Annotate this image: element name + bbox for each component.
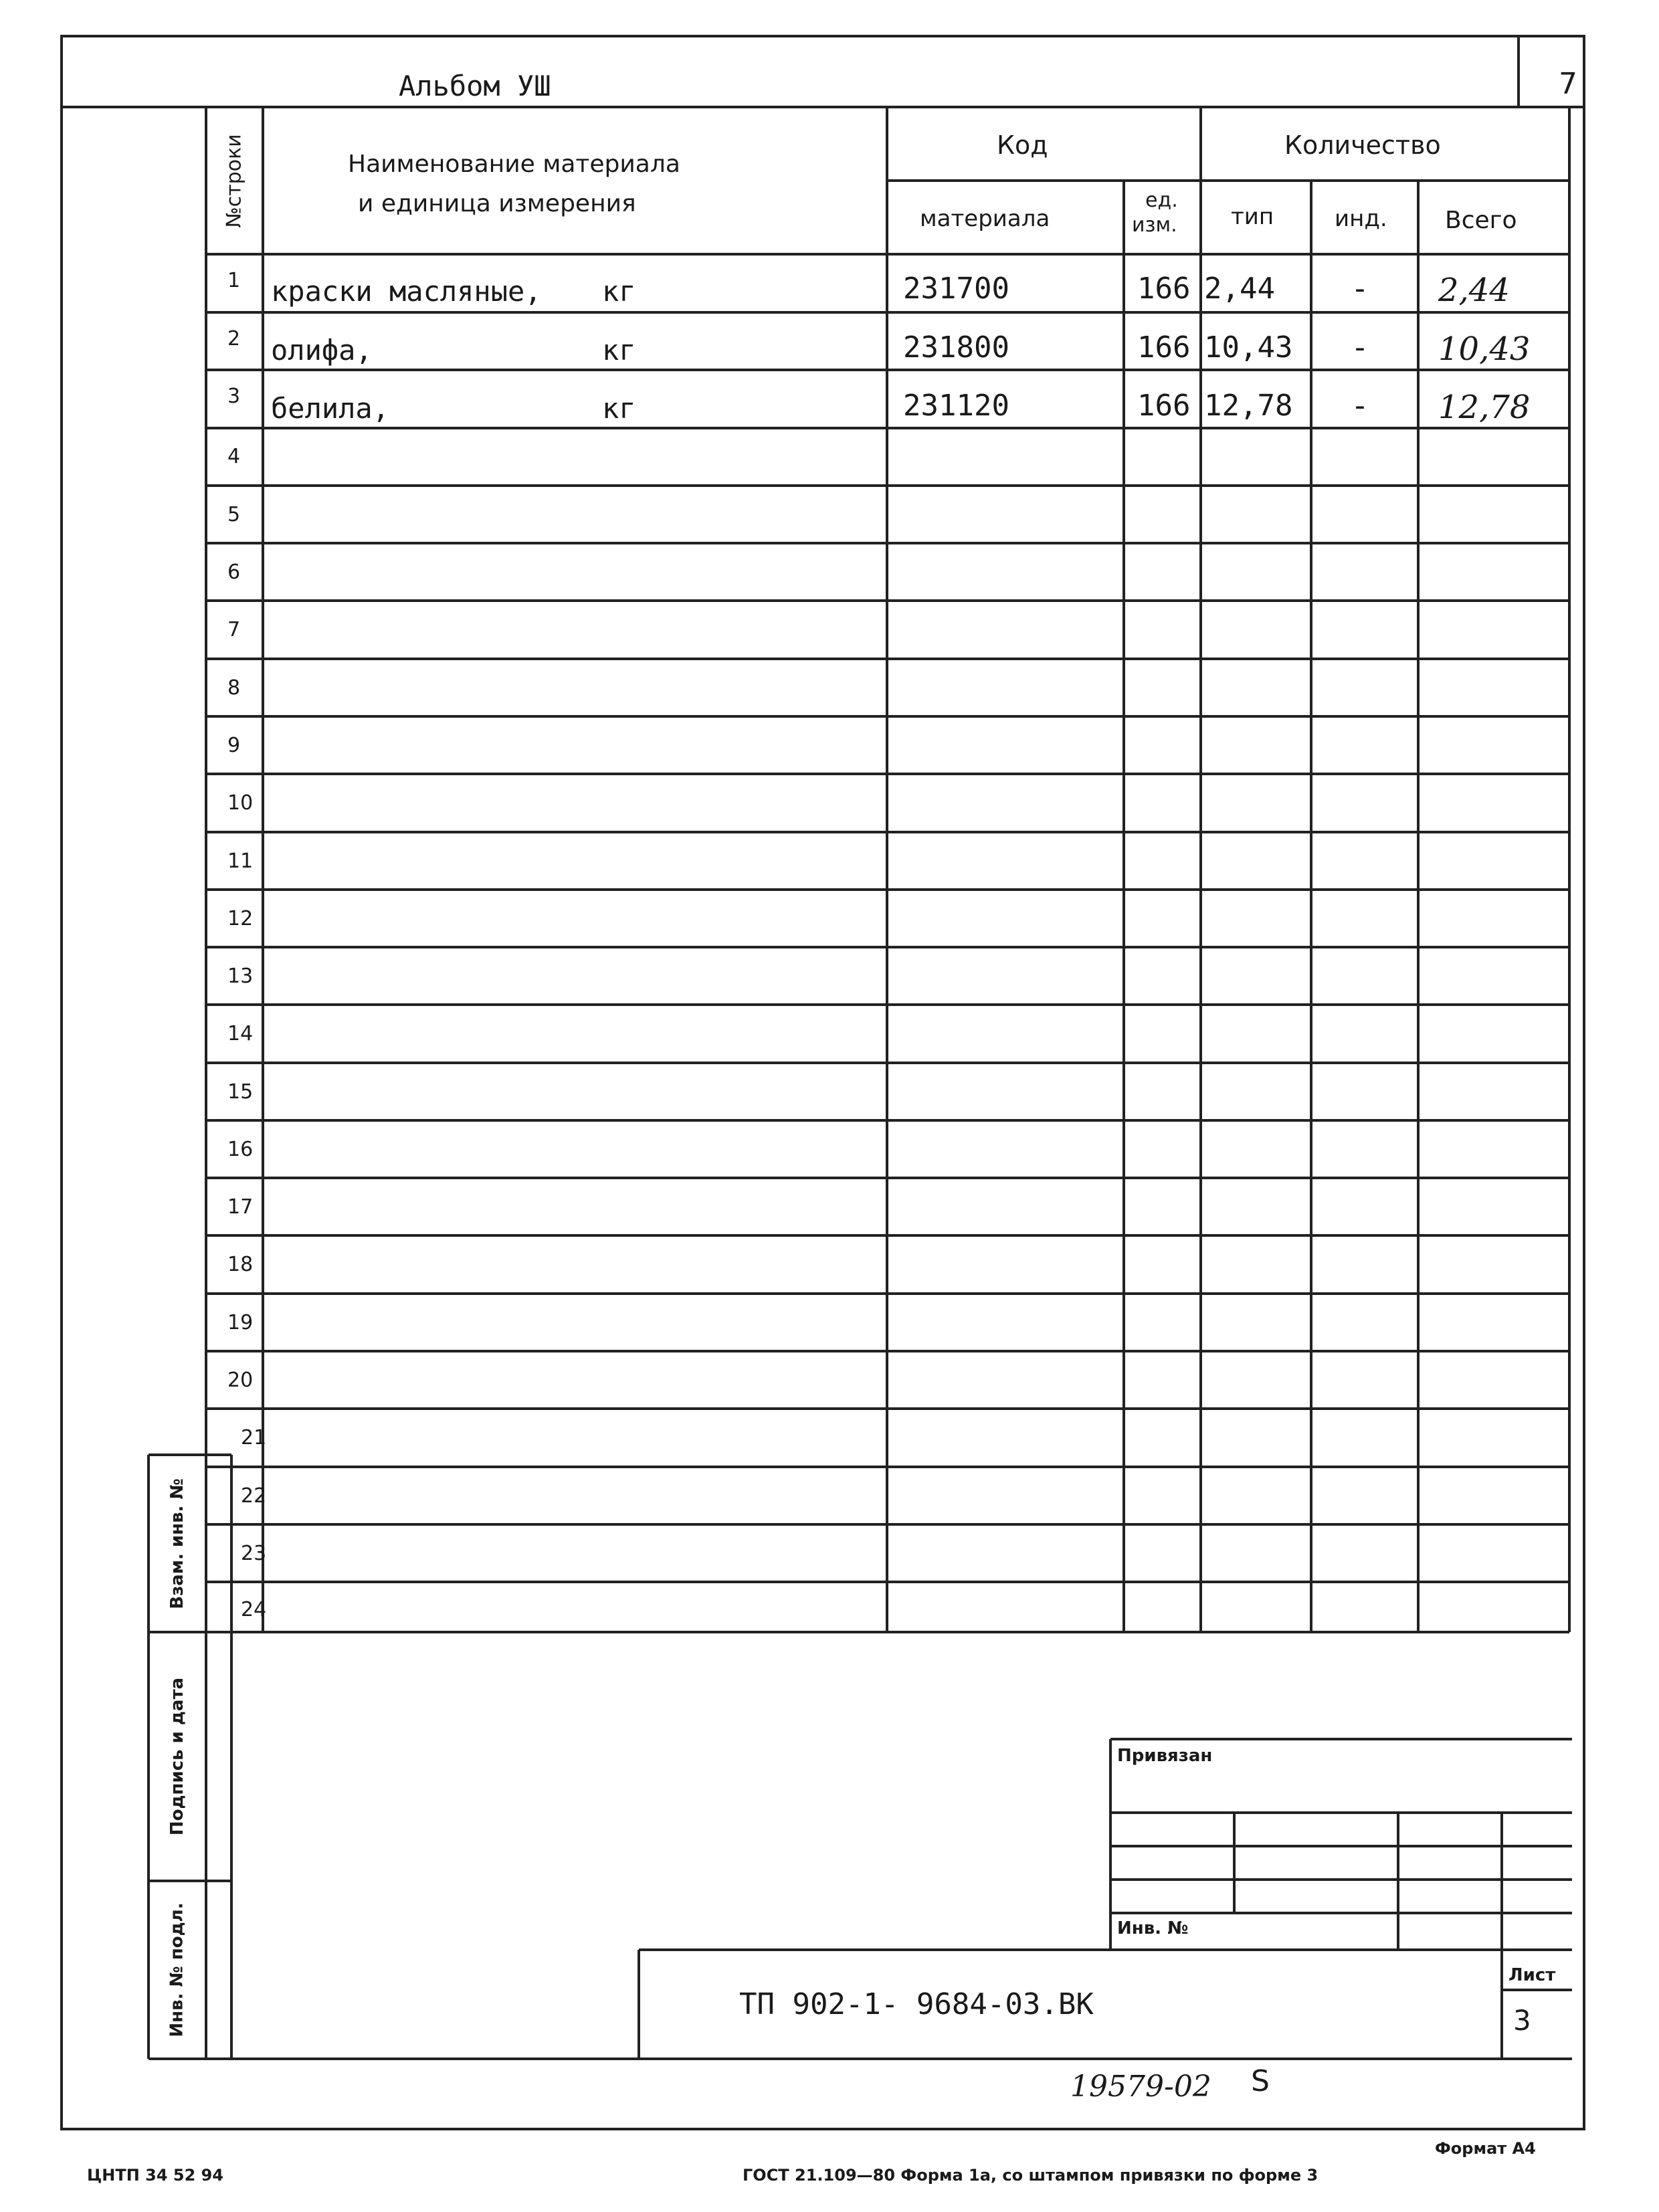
qty-ind: - bbox=[1355, 272, 1365, 306]
sheet-label: Лист bbox=[1508, 1965, 1556, 1985]
qty-ind: - bbox=[1355, 330, 1365, 365]
format-label: Формат А4 bbox=[1435, 2139, 1536, 2158]
row-number: 6 bbox=[227, 561, 241, 584]
side-stamp-vzam: Взам. инв. № bbox=[167, 1478, 187, 1609]
material-name: олифа, bbox=[271, 334, 373, 367]
row-number: 4 bbox=[227, 445, 241, 468]
header-total: Всего bbox=[1445, 207, 1517, 234]
album-title: Альбом УШ bbox=[399, 70, 551, 102]
header-row-number: №строки bbox=[223, 133, 246, 228]
row-number: 14 bbox=[227, 1022, 254, 1045]
row-number: 2 bbox=[227, 327, 241, 350]
qty-total: 12,78 bbox=[1438, 389, 1531, 426]
qty-ind: - bbox=[1355, 389, 1365, 423]
row-number: 24 bbox=[241, 1598, 267, 1621]
row-number: 12 bbox=[227, 907, 254, 930]
side-stamp-podpis: Подпись и дата bbox=[167, 1677, 188, 1836]
header-unit-2: изм. bbox=[1132, 213, 1177, 237]
row-number: 13 bbox=[227, 965, 254, 988]
material-name: краски масляные, bbox=[271, 275, 542, 308]
header-name-line1: Наименование материала bbox=[348, 150, 680, 178]
material-unit: кг bbox=[602, 392, 636, 425]
gost-note: ГОСТ 21.109—80 Форма 1а, со штампом привязки по форме 3 bbox=[743, 2166, 1319, 2185]
qty-type: 12,78 bbox=[1204, 389, 1293, 423]
header-code: Код bbox=[997, 130, 1048, 160]
qty-type: 2,44 bbox=[1204, 272, 1275, 306]
row-number: 5 bbox=[227, 503, 241, 526]
sheet-number: 3 bbox=[1513, 2004, 1531, 2037]
row-number: 20 bbox=[227, 1369, 254, 1392]
row-number: 7 bbox=[227, 618, 241, 641]
unit-code: 166 bbox=[1137, 272, 1191, 306]
document-code: ТП 902-1- 9684-03.ВК bbox=[739, 1987, 1094, 2021]
unit-code: 166 bbox=[1137, 389, 1191, 423]
qty-total: 10,43 bbox=[1438, 330, 1531, 368]
row-number: 9 bbox=[227, 734, 241, 757]
header-unit-1: ед. bbox=[1145, 189, 1178, 212]
inv-no-label: Инв. № bbox=[1117, 1918, 1189, 1938]
side-stamp-inv-podl: Инв. № подл. bbox=[167, 1902, 187, 2037]
row-number: 8 bbox=[227, 676, 241, 700]
header-ind: инд. bbox=[1335, 205, 1387, 232]
material-code: 231800 bbox=[903, 330, 1009, 365]
material-name: белила, bbox=[271, 392, 390, 425]
row-number: 21 bbox=[241, 1426, 267, 1449]
row-number: 23 bbox=[241, 1542, 267, 1565]
qty-type: 10,43 bbox=[1204, 330, 1293, 365]
row-number: 22 bbox=[241, 1484, 267, 1508]
row-number: 11 bbox=[227, 849, 254, 873]
header-quantity: Количество bbox=[1284, 130, 1441, 160]
page-number: 7 bbox=[1559, 67, 1577, 101]
row-number: 17 bbox=[227, 1195, 254, 1219]
material-unit: кг bbox=[602, 275, 636, 308]
row-number: 3 bbox=[227, 385, 241, 408]
row-number: 19 bbox=[227, 1311, 254, 1334]
qty-total: 2,44 bbox=[1438, 272, 1510, 309]
archive-mark: S bbox=[1251, 2064, 1270, 2098]
unit-code: 166 bbox=[1137, 330, 1191, 365]
privyazan-label: Привязан bbox=[1117, 1746, 1213, 1766]
material-unit: кг bbox=[602, 334, 636, 367]
header-type: тип bbox=[1231, 203, 1274, 230]
row-number: 15 bbox=[227, 1080, 254, 1104]
material-code: 231700 bbox=[903, 272, 1009, 306]
left-code: ЦНТП 34 52 94 bbox=[87, 2166, 224, 2185]
header-name-line2: и единица измерения bbox=[358, 190, 636, 217]
row-number: 10 bbox=[227, 791, 254, 815]
row-number: 16 bbox=[227, 1138, 254, 1161]
row-number: 18 bbox=[227, 1253, 254, 1276]
archive-number: 19579-02 bbox=[1070, 2070, 1211, 2104]
header-material: материала bbox=[920, 205, 1050, 232]
material-code: 231120 bbox=[903, 389, 1009, 423]
row-number: 1 bbox=[227, 269, 241, 292]
